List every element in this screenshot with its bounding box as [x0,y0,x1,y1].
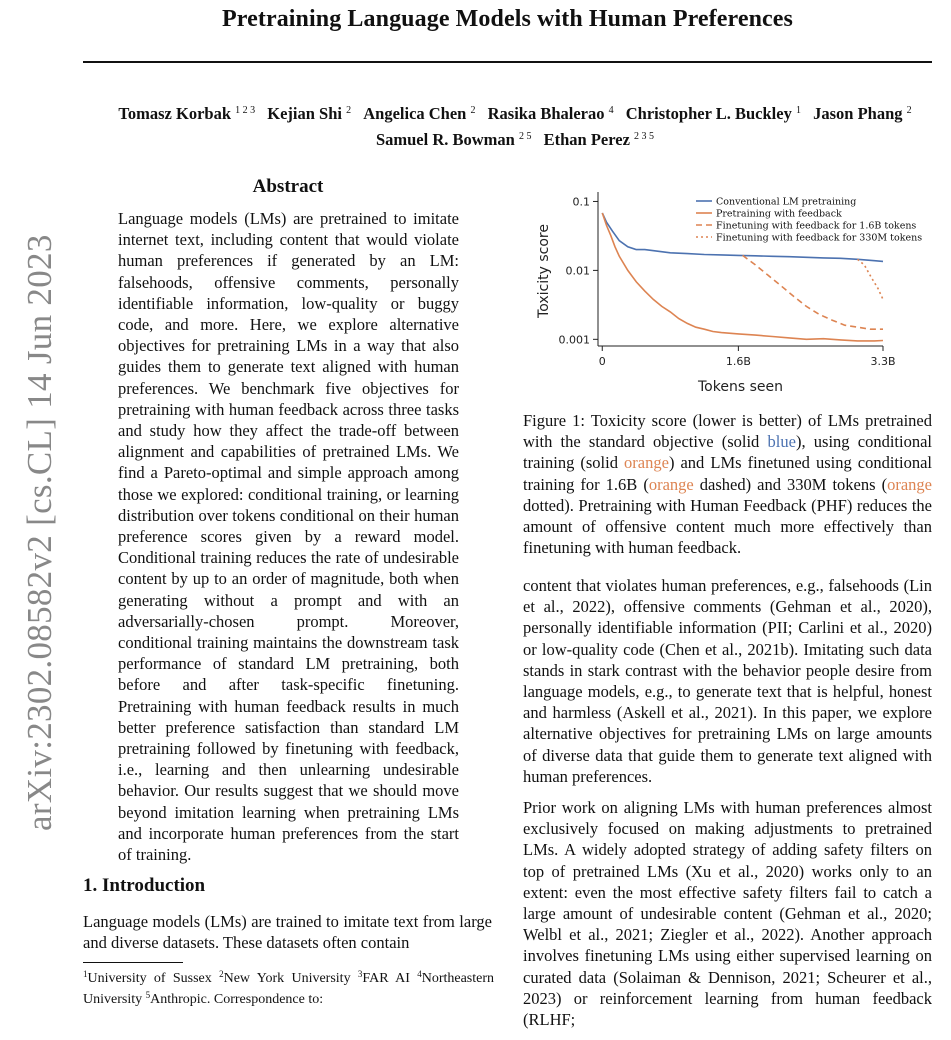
author: Christopher L. Buckley $^1$ [625,104,801,123]
series-line [743,255,883,329]
introduction-heading: 1. Introduction [83,875,206,896]
legend-entry: Finetuning with feedback for 330M tokens [716,232,923,244]
x-tick-label: 1.6B [725,355,751,368]
paragraph: Prior work on aligning LMs with human preferences almost exclusively focused on making adjustments to pretrained LMs. A widely adopted strategy of adding safety filters on top of pretrained LMs (Xu et al., 2020) works only to an extent: even the most effective safety filters fail to catch a large amount of undesirable content (Gehman et al., 2020; Welbl et al., 2021; Ziegler et al., 2022). Another approach involves finetuning LMs using either supervised learning on curated data (Solaiman & Dennison, 2021; Scheurer et al., 2023) or reinforcement learning from human feedback (RLHF; [523,798,932,1030]
author: Rasika Bhalerao $^4$ [487,104,614,123]
right-column-text [523,575,932,1040]
author-list [70,99,951,151]
x-tick-label: 3.3B [870,355,896,368]
toxicity-chart [528,184,928,399]
y-axis-label: Toxicity score [536,224,552,318]
x-axis-label: Tokens seen [698,379,783,395]
y-tick-label: 0.001 [558,333,590,347]
footnote-rule [83,962,183,963]
abstract-heading: Abstract [252,176,324,197]
introduction-text: Language models (LMs) are trained to imitate text from large and diverse datasets. These datasets often contain [83,912,492,953]
arxiv-identifier: arXiv:2302.08582v2 [cs.CL] 14 Jun 2023 [20,234,59,831]
legend-entry: Conventional LM pretraining [716,196,857,208]
author: Tomasz Korbak $^{1 2 3}$ [118,104,256,123]
y-tick-label: 0.1 [572,195,590,209]
figure-caption: Figure 1: Toxicity score (lower is better) of LMs pretrained with the standard objective (solid blue), using conditional training (solid orange) and LMs finetuned using conditional training for 1.6B (orange dashed) and 330M tokens (orange dotted). Pretraining with Human Feedback (PHF) reduces the amount of offensive content much more effectively than finetuning with human feedback. [523,411,933,558]
paper-title: Pretraining Language Models with Human Preferences [222,6,793,32]
y-tick-label: 0.01 [565,264,590,278]
author: Kejian Shi $^2$ [267,104,352,123]
legend-entry: Finetuning with feedback for 1.6B tokens [716,220,917,232]
author: Jason Phang $^2$ [813,104,912,123]
paragraph: content that violates human preferences, e.g., falsehoods (Lin et al., 2022), offensive comments (Gehman et al., 2020), personally identifiable information (PII; Carlini et al., 2020) or low-quality code (Chen et al., 2021b). Imitating such data stands in stark contrast with the behavior people desire from language models, e.g., to generate text that is helpful, honest and harmless (Askell et al., 2021). In this paper, we explore alternative objectives for pretraining LMs on large amounts of diverse data that guide them to generate text aligned with human preferences. [523,576,932,786]
title-rule [83,61,932,63]
author: Angelica Chen $^2$ [363,104,476,123]
x-tick-label: 0 [598,355,606,368]
legend-entry: Pretraining with feedback [716,208,842,220]
author: Samuel R. Bowman $^{2 5}$ [375,130,532,149]
affiliations-footnote: $^1$University of Sussex $^2$New York University $^3$FAR AI $^4$Northeastern University $^5$Anthropic. Correspondence to: [83,969,495,1007]
series-line [858,259,884,299]
toxicity-figure [528,184,928,399]
abstract-text: Language models (LMs) are pretrained to imitate internet text, including content that would violate human preferences if generated by an LM: falsehoods, offensive comments, personally identifiable information, low-quality or buggy code, and more. Here, we explore alternative objectives for pretraining LMs in a way that also guides them to generate text aligned with human preferences. We benchmark five objectives for pretraining with human feedback across three tasks and study how they affect the trade-off between alignment and capabilities of pretrained LMs. We find a Pareto-optimal and simple approach among those we explored: conditional training, or learning distribution over tokens conditional on their human preference scores given by a reward model. Conditional training reduces the rate of undesirable content by up to an order of magnitude, both when generating without a prompt and with an adversarially-chosen prompt. Moreover, conditional training maintains the downstream task performance of standard LM pretraining, both before and after task-specific finetuning. Pretraining with human feedback results in much better preference satisfaction than standard LM pretraining followed by finetuning with feedback, i.e., learning and then unlearning undesirable behavior. Our results suggest that we should move beyond imitation learning when pretraining LMs and incorporate human preferences from the start of training. [118,209,459,865]
author: Ethan Perez $^{2 3 5}$ [543,130,655,149]
